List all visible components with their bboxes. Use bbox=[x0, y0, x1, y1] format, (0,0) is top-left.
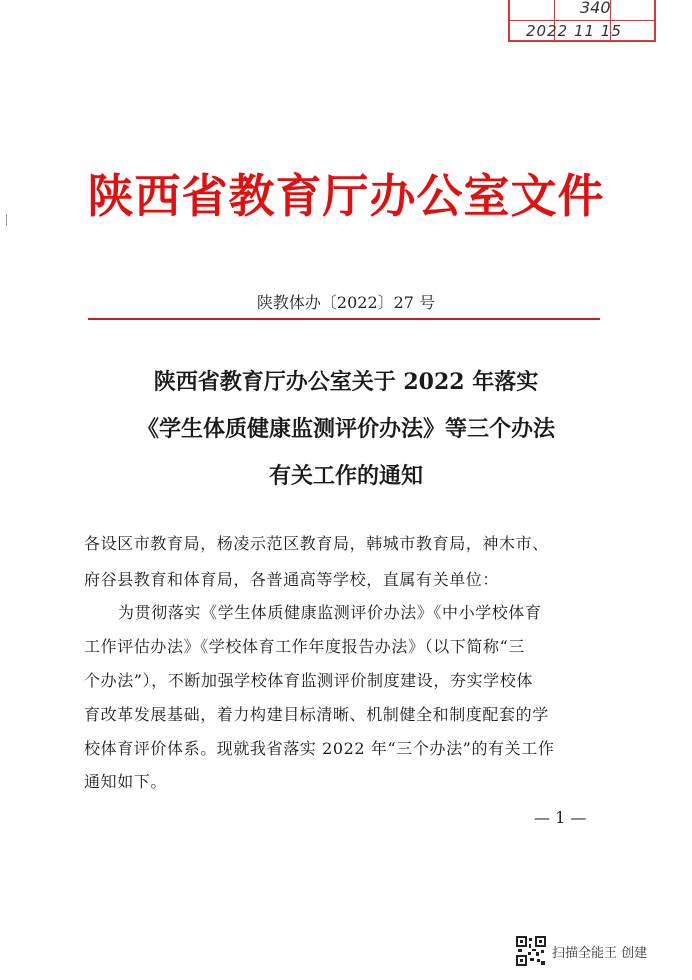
scanner-label: 扫描全能王 创建 bbox=[552, 945, 648, 961]
notice-title-line: 陕西省教育厅办公室关于 2022 年落实 bbox=[153, 369, 539, 395]
qr-code-icon bbox=[516, 936, 546, 966]
notice-title-line: 《学生体质健康监测评价办法》等三个办法 bbox=[136, 416, 555, 442]
body-paragraph-line: 工作评估办法》《学校体育工作年度报告办法》（以下简称“三 bbox=[84, 637, 525, 656]
body-paragraph-line: 校体育评价体系。现就我省落实 2022 年“三个办法”的有关工作 bbox=[84, 739, 555, 758]
addressee-line: 府谷县教育和体育局，各普通高等学校，直属有关单位： bbox=[84, 570, 500, 589]
page-number: — 1 — bbox=[534, 808, 587, 827]
scanner-watermark bbox=[516, 934, 647, 968]
addressee-line: 各设区市教育局，杨凌示范区教育局，韩城市教育局，神木市、 bbox=[84, 534, 549, 553]
body-paragraph-line: 育改革发展基础，着力构建目标清晰、机制健全和制度配套的学 bbox=[84, 705, 549, 724]
red-separator-rule bbox=[88, 318, 600, 320]
received-stamp bbox=[508, 0, 656, 42]
stamp-number: 340 bbox=[580, 0, 611, 17]
body-paragraph-line: 为贯彻落实《学生体质健康监测评价办法》《中小学校体育 bbox=[118, 603, 542, 622]
stamp-divider bbox=[510, 20, 654, 21]
document-number: 陕教体办〔2022〕27 号 bbox=[256, 293, 436, 312]
body-paragraph-line: 个办法”），不断加强学校体育监测评价制度建设，夯实学校体 bbox=[84, 671, 533, 690]
stamp-date: 2022 11 15 bbox=[526, 22, 622, 40]
body-paragraph-line: 通知如下。 bbox=[84, 772, 168, 791]
notice-title-line: 有关工作的通知 bbox=[268, 463, 423, 489]
masthead-title: 陕西省教育厅办公室文件 bbox=[87, 169, 605, 223]
